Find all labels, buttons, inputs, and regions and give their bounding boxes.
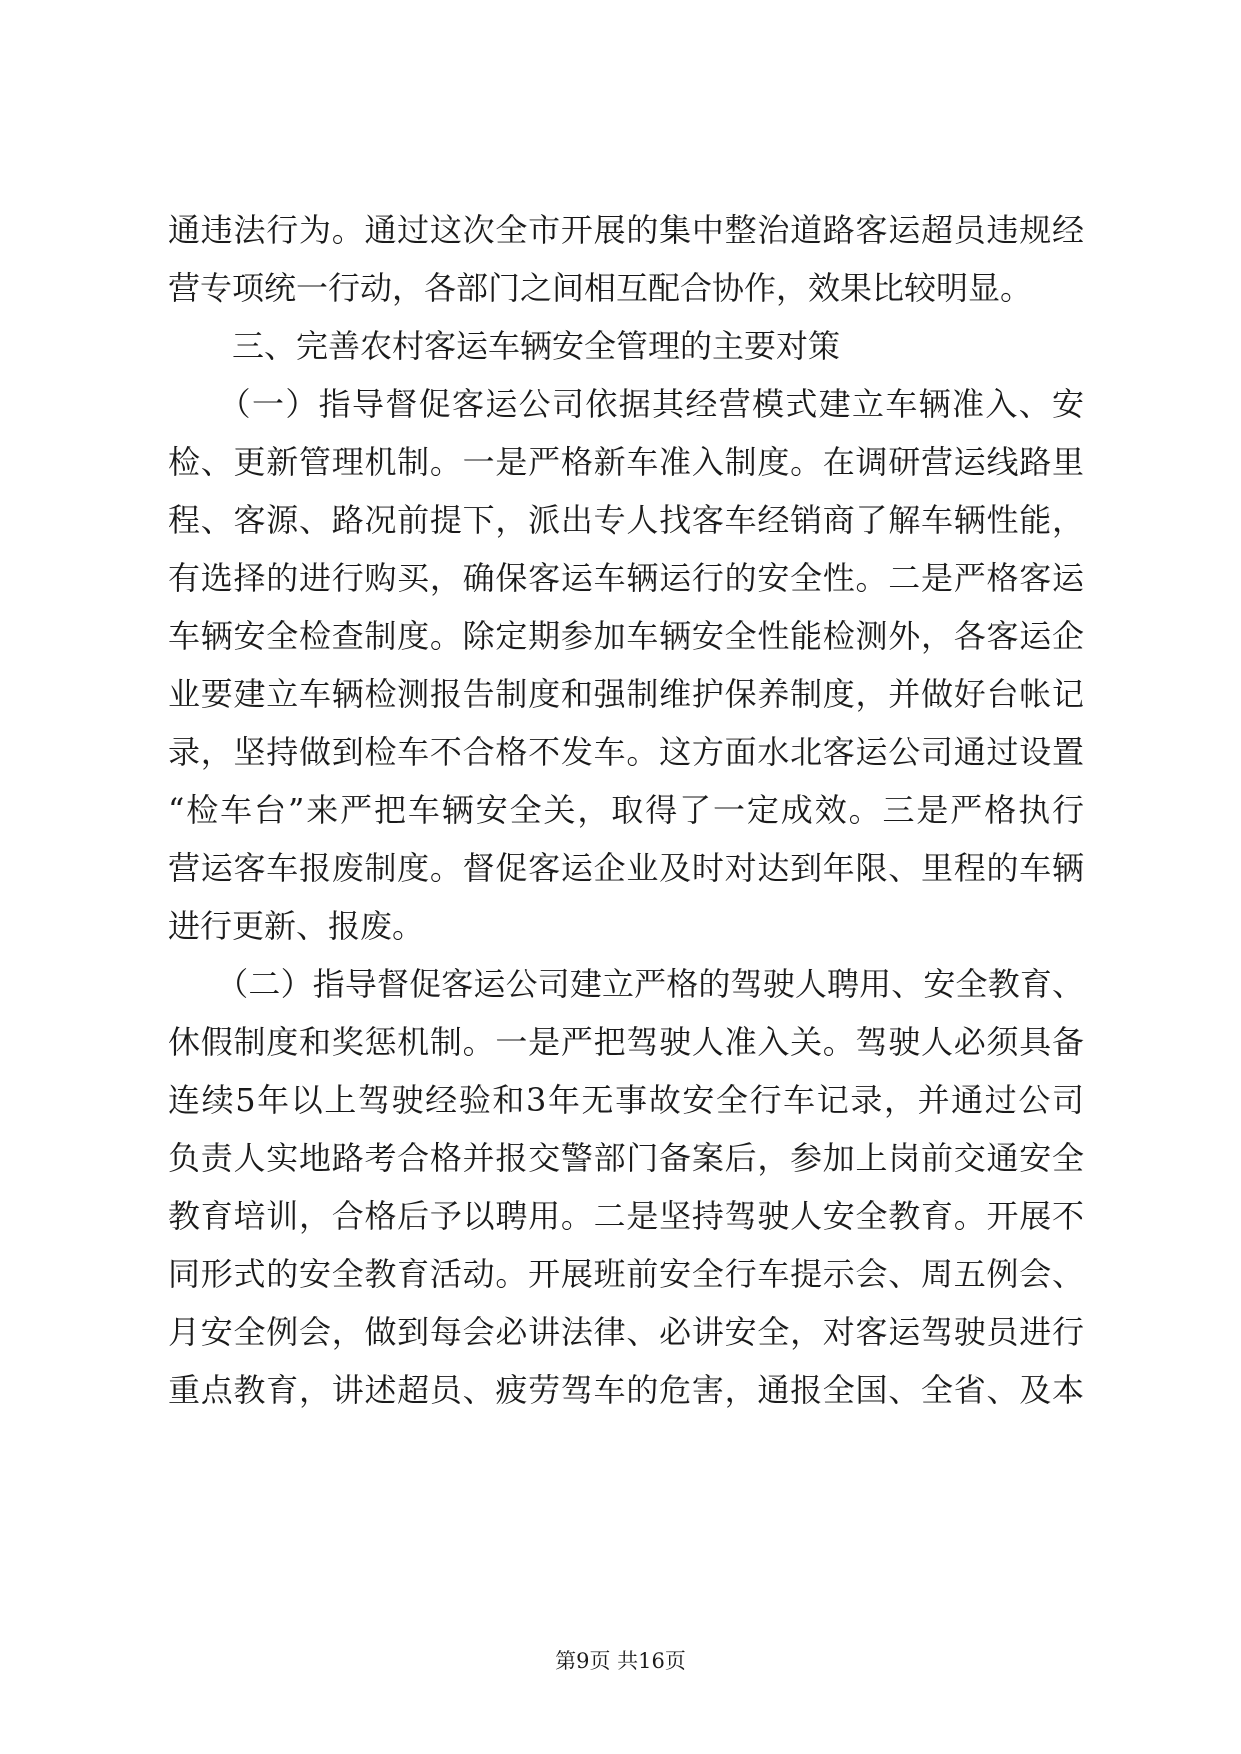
body-line: 同形式的安全教育活动。开展班前安全行车提示会、周五例会、 (168, 1255, 1084, 1293)
body-line: 营运客车报废制度。督促客运企业及时对达到年限、里程的车辆 (168, 849, 1084, 887)
body-line: 负责人实地路考合格并报交警部门备案后，参加上岗前交通安全 (168, 1139, 1084, 1177)
body-line: 通违法行为。通过这次全市开展的集中整治道路客运超员违规经 (168, 211, 1084, 249)
body-line: 月安全例会，做到每会必讲法律、必讲安全，对客运驾驶员进行 (168, 1313, 1084, 1351)
body-line: 有选择的进行购买，确保客运车辆运行的安全性。二是严格客运 (168, 559, 1084, 597)
section-heading: 三、完善农村客运车辆安全管理的主要对策 (168, 327, 841, 365)
body-line: 连续5年以上驾驶经验和3年无事故安全行车记录，并通过公司 (168, 1081, 1084, 1119)
subsection-heading-line: （二）指导督促客运公司建立严格的驾驶人聘用、安全教育、 (168, 965, 1084, 1003)
body-line: 营专项统一行动，各部门之间相互配合协作，效果比较明显。 (168, 269, 1033, 307)
body-line: “检车台”来严把车辆安全关，取得了一定成效。三是严格执行 (168, 791, 1084, 829)
body-line: 车辆安全检查制度。除定期参加车辆安全性能检测外，各客运企 (168, 617, 1084, 655)
subsection-heading-line: （一）指导督促客运公司依据其经营模式建立车辆准入、安 (168, 385, 1084, 423)
body-line: 进行更新、报废。 (168, 907, 425, 945)
body-line: 重点教育，讲述超员、疲劳驾车的危害，通报全国、全省、及本 (168, 1371, 1084, 1409)
body-line: 录，坚持做到检车不合格不发车。这方面水北客运公司通过设置 (168, 733, 1084, 771)
body-line: 程、客源、路况前提下，派出专人找客车经销商了解车辆性能， (168, 501, 1084, 539)
body-line: 休假制度和奖惩机制。一是严把驾驶人准入关。驾驶人必须具备 (168, 1023, 1084, 1061)
body-line: 业要建立车辆检测报告制度和强制维护保养制度，并做好台帐记 (168, 675, 1084, 713)
page-number-footer: 第9页 共16页 (555, 1649, 686, 1673)
body-line: 教育培训，合格后予以聘用。二是坚持驾驶人安全教育。开展不 (168, 1197, 1084, 1235)
body-line: 检、更新管理机制。一是严格新车准入制度。在调研营运线路里 (168, 443, 1084, 481)
